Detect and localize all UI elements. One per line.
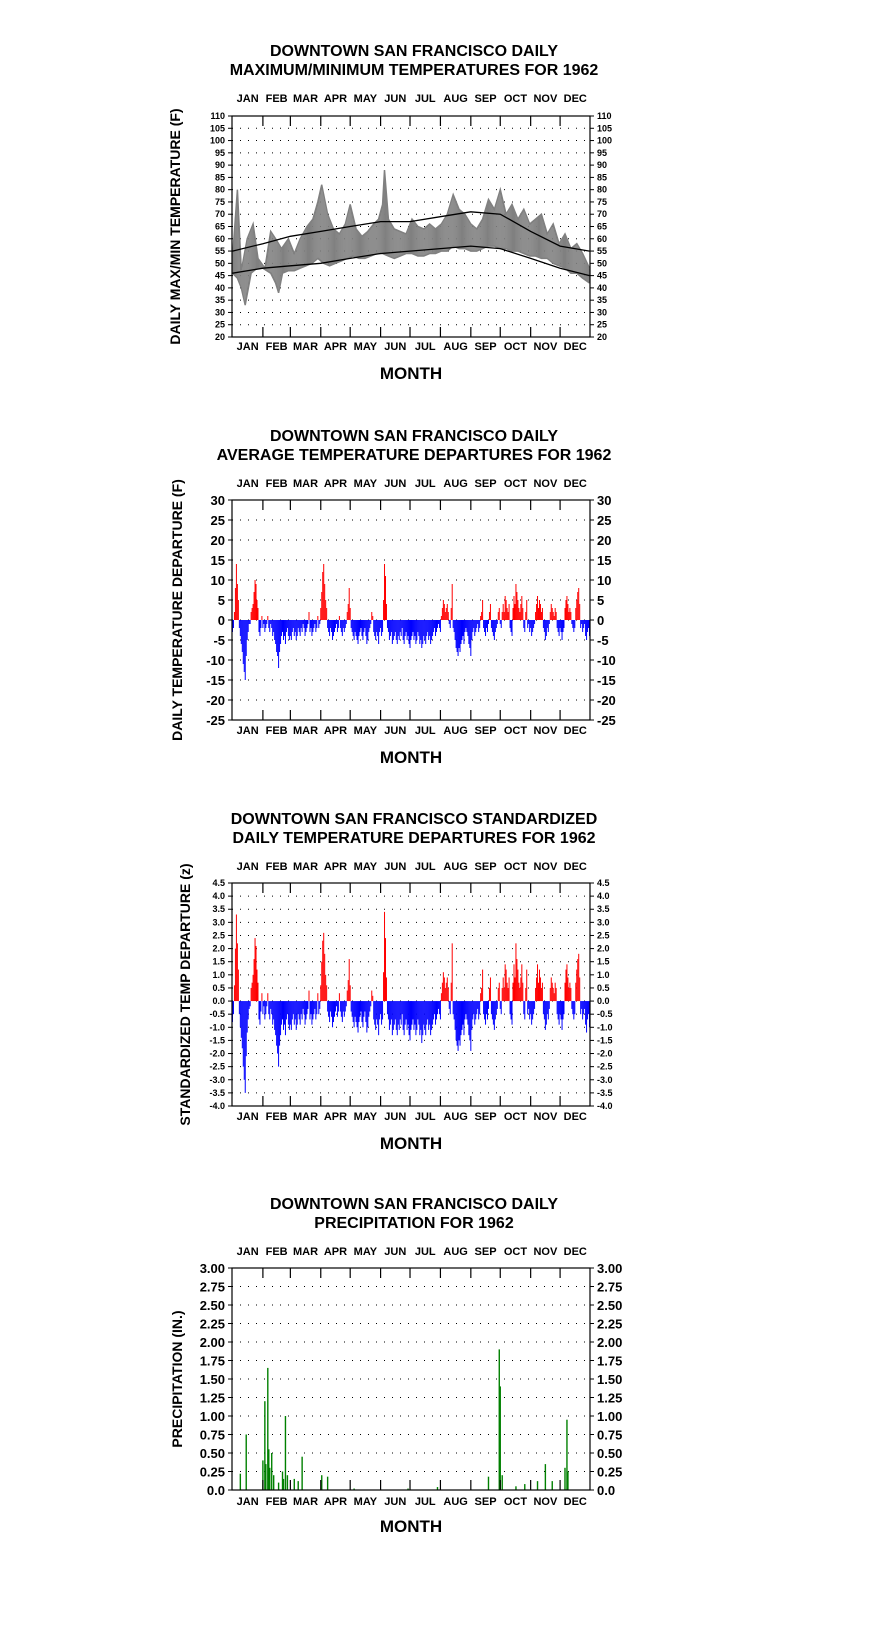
y-tick-label-right: 5 xyxy=(597,593,605,608)
y-tick-label-left: 5 xyxy=(217,593,225,608)
y-tick-label-right: 85 xyxy=(597,172,608,183)
y-tick-label-left: 0.5 xyxy=(212,982,225,993)
y-tick-label-right: 0 xyxy=(597,613,605,628)
month-label-top: FEB xyxy=(265,861,288,873)
y-tick-label-right: 1.75 xyxy=(597,1353,623,1369)
month-label-bottom: FEB xyxy=(265,1496,288,1508)
y-tick-label-left: 0.50 xyxy=(199,1446,225,1461)
month-label-bottom: JUN xyxy=(384,341,407,353)
y-tick-label-right: 1.0 xyxy=(597,969,610,980)
y-tick-label-right: -25 xyxy=(597,713,616,728)
y-tick-label-right: -5 xyxy=(597,633,609,648)
y-tick-label-left: -10 xyxy=(206,653,225,668)
y-tick-label-left: 20 xyxy=(210,533,225,548)
month-label-bottom: APR xyxy=(323,725,348,737)
y-tick-label-right: 20 xyxy=(597,332,608,342)
month-label-top: JUN xyxy=(384,93,407,105)
month-label-bottom: SEP xyxy=(474,341,497,353)
month-label-bottom: DEC xyxy=(563,341,587,353)
y-tick-label-right: 25 xyxy=(597,513,612,528)
month-label-bottom: DEC xyxy=(563,725,587,737)
month-label-top: JAN xyxy=(236,1246,259,1258)
y-tick-label-left: 3.00 xyxy=(199,1261,225,1276)
month-label-bottom: MAR xyxy=(293,1496,319,1508)
y-tick-label-right: 15 xyxy=(597,553,612,568)
y-tick-label-left: -1.5 xyxy=(209,1035,225,1046)
y-tick-label-right: 105 xyxy=(597,123,613,134)
y-tick-label-right: 0.0 xyxy=(597,996,610,1007)
month-label-bottom: MAY xyxy=(353,341,378,353)
month-label-top: JUN xyxy=(384,478,407,490)
y-tick-label-right: 70 xyxy=(597,209,608,220)
month-label-bottom: AUG xyxy=(443,1496,468,1508)
month-label-top: SEP xyxy=(474,93,497,105)
y-tick-label-right: 100 xyxy=(597,135,613,146)
month-label-top: FEB xyxy=(265,93,288,105)
month-label-bottom: APR xyxy=(323,1111,348,1123)
month-label-top: JUL xyxy=(414,861,436,873)
y-tick-label-right: 95 xyxy=(597,147,608,158)
month-label-top: JUN xyxy=(384,861,407,873)
y-tick-label-right: -10 xyxy=(597,653,616,668)
y-tick-label-right: 30 xyxy=(597,493,612,508)
y-tick-label-right: -15 xyxy=(597,673,616,688)
y-tick-label-right: 2.25 xyxy=(597,1316,623,1332)
month-label-bottom: JUN xyxy=(384,1111,407,1123)
month-label-bottom: SEP xyxy=(474,725,497,737)
y-tick-label-left: 70 xyxy=(214,209,225,220)
y-axis-label: PRECIPITATION (IN.) xyxy=(169,1310,185,1448)
y-tick-label-right: 4.0 xyxy=(597,891,610,902)
month-label-top: NOV xyxy=(533,478,558,490)
y-tick-label-right: 0.5 xyxy=(597,982,610,993)
x-axis-label: MONTH xyxy=(379,1134,443,1153)
chart-title-line: DOWNTOWN SAN FRANCISCO DAILY xyxy=(270,428,558,445)
y-tick-label-left: 2.00 xyxy=(199,1335,225,1350)
month-label-top: SEP xyxy=(474,478,497,490)
month-label-top: NOV xyxy=(533,861,558,873)
y-tick-label-right: 35 xyxy=(597,295,608,306)
month-label-bottom: NOV xyxy=(533,1111,558,1123)
y-tick-label-left: -1.0 xyxy=(209,1022,225,1033)
y-tick-label-right: 1.00 xyxy=(597,1409,623,1424)
y-tick-label-right: 50 xyxy=(597,258,608,269)
month-label-top: OCT xyxy=(503,478,528,490)
y-tick-label-left: 2.5 xyxy=(212,930,225,941)
month-label-bottom: FEB xyxy=(265,725,288,737)
y-tick-label-left: 60 xyxy=(214,233,225,244)
y-tick-label-left: 105 xyxy=(209,123,225,134)
month-label-top: JUL xyxy=(414,93,436,105)
y-tick-label-right: 2.75 xyxy=(597,1279,623,1295)
y-tick-label-right: 110 xyxy=(597,111,612,121)
y-tick-label-right: -0.5 xyxy=(597,1009,613,1020)
chart-title-line: MAXIMUM/MINIMUM TEMPERATURES FOR 1962 xyxy=(229,62,599,79)
y-tick-label-left: 0.0 xyxy=(206,1483,225,1498)
y-tick-label-right: 0.25 xyxy=(597,1464,623,1480)
month-label-top: FEB xyxy=(265,1246,288,1258)
y-tick-label-left: 0.75 xyxy=(199,1427,225,1443)
y-tick-label-left: 2.75 xyxy=(199,1279,225,1295)
y-tick-label-right: 40 xyxy=(597,282,608,293)
y-tick-label-right: 0.75 xyxy=(597,1427,623,1443)
y-tick-label-left: 35 xyxy=(214,295,225,306)
month-label-top: DEC xyxy=(563,1246,587,1258)
month-label-top: DEC xyxy=(563,93,587,105)
chart-title-line: DOWNTOWN SAN FRANCISCO STANDARDIZED xyxy=(230,811,598,828)
month-label-bottom: JUL xyxy=(414,725,436,737)
y-tick-label-left: 15 xyxy=(210,553,225,568)
month-label-bottom: JAN xyxy=(236,1111,259,1123)
y-tick-label-left: 30 xyxy=(214,307,225,318)
month-label-bottom: OCT xyxy=(503,1496,528,1508)
y-tick-label-left: 3.0 xyxy=(212,917,225,928)
y-tick-label-right: 90 xyxy=(597,160,608,171)
month-label-bottom: FEB xyxy=(265,1111,288,1123)
month-label-top: OCT xyxy=(503,1246,528,1258)
y-tick-label-left: 0 xyxy=(217,613,225,628)
y-tick-label-left: 30 xyxy=(210,493,225,508)
y-axis-label: DAILY TEMPERATURE DEPARTURE (F) xyxy=(169,479,185,741)
y-tick-label-right: 3.00 xyxy=(597,1261,623,1276)
chart-3 xyxy=(177,811,613,1153)
month-label-top: DEC xyxy=(563,861,587,873)
y-tick-label-right: 55 xyxy=(597,246,608,257)
month-label-bottom: JAN xyxy=(236,725,259,737)
y-tick-label-left: 1.25 xyxy=(199,1390,225,1406)
y-tick-label-left: 50 xyxy=(214,258,225,269)
y-tick-label-left: 75 xyxy=(214,196,225,207)
y-tick-label-left: -15 xyxy=(206,673,225,688)
y-tick-label-left: -4.0 xyxy=(209,1101,225,1111)
month-label-bottom: APR xyxy=(323,341,348,353)
chart-title-line: PRECIPITATION FOR 1962 xyxy=(314,1215,514,1232)
chart-title-line: DOWNTOWN SAN FRANCISCO DAILY xyxy=(270,43,558,60)
month-label-top: AUG xyxy=(443,1246,468,1258)
month-label-bottom: JAN xyxy=(236,1496,259,1508)
chart-4 xyxy=(169,1196,622,1536)
chart-title-line: DAILY TEMPERATURE DEPARTURES FOR 1962 xyxy=(232,830,596,847)
y-tick-label-right: -1.0 xyxy=(597,1022,613,1033)
y-tick-label-right: 2.0 xyxy=(597,943,610,954)
month-label-bottom: NOV xyxy=(533,725,558,737)
y-tick-label-left: 90 xyxy=(214,160,225,171)
month-label-bottom: JAN xyxy=(236,341,259,353)
chart-1 xyxy=(167,43,612,383)
y-tick-label-left: 25 xyxy=(214,319,225,330)
month-label-top: MAY xyxy=(353,1246,378,1258)
month-label-top: APR xyxy=(323,1246,348,1258)
y-tick-label-left: 0.0 xyxy=(212,996,225,1007)
month-label-bottom: SEP xyxy=(474,1111,497,1123)
y-tick-label-right: 0.0 xyxy=(597,1483,616,1498)
month-label-bottom: NOV xyxy=(533,1496,558,1508)
y-tick-label-left: 95 xyxy=(214,147,225,158)
y-tick-label-right: 45 xyxy=(597,270,608,281)
month-label-top: NOV xyxy=(533,93,558,105)
y-tick-label-right: 65 xyxy=(597,221,608,232)
y-tick-label-right: 0.50 xyxy=(597,1446,623,1461)
y-tick-label-left: 4.5 xyxy=(212,878,225,888)
y-tick-label-right: 75 xyxy=(597,196,608,207)
month-label-bottom: JUN xyxy=(384,725,407,737)
y-tick-label-left: 25 xyxy=(210,513,225,528)
chart-title-line: DOWNTOWN SAN FRANCISCO DAILY xyxy=(270,1196,558,1213)
month-label-bottom: MAY xyxy=(353,725,378,737)
y-tick-label-left: 1.0 xyxy=(212,969,225,980)
y-axis-label: STANDARDIZED TEMP DEPARTURE (z) xyxy=(177,863,193,1126)
y-tick-label-left: -5 xyxy=(213,633,225,648)
month-label-top: AUG xyxy=(443,861,468,873)
y-tick-label-right: 1.50 xyxy=(597,1372,623,1387)
y-tick-label-right: 2.00 xyxy=(597,1335,623,1350)
y-tick-label-left: 45 xyxy=(214,270,225,281)
y-tick-label-left: -20 xyxy=(206,693,225,708)
month-label-bottom: MAY xyxy=(353,1111,378,1123)
month-label-top: NOV xyxy=(533,1246,558,1258)
y-tick-label-left: 55 xyxy=(214,246,225,257)
month-label-bottom: MAY xyxy=(353,1496,378,1508)
month-label-top: FEB xyxy=(265,478,288,490)
y-tick-label-right: 80 xyxy=(597,184,608,195)
y-tick-label-left: -0.5 xyxy=(209,1009,225,1020)
month-label-top: JAN xyxy=(236,478,259,490)
y-tick-label-left: 2.0 xyxy=(212,943,225,954)
y-tick-label-left: 2.25 xyxy=(199,1316,225,1332)
month-label-top: OCT xyxy=(503,93,528,105)
y-tick-label-right: 2.5 xyxy=(597,930,610,941)
x-axis-label: MONTH xyxy=(379,364,443,383)
month-label-bottom: AUG xyxy=(443,1111,468,1123)
month-label-bottom: MAR xyxy=(293,341,319,353)
y-tick-label-right: -4.0 xyxy=(597,1101,613,1111)
y-tick-label-left: 4.0 xyxy=(212,891,225,902)
y-tick-label-right: 2.50 xyxy=(597,1298,623,1313)
month-label-top: DEC xyxy=(563,478,587,490)
x-axis-label: MONTH xyxy=(379,748,443,767)
month-label-top: AUG xyxy=(443,93,468,105)
y-tick-label-right: 4.5 xyxy=(597,878,610,888)
y-tick-label-right: 60 xyxy=(597,233,608,244)
y-tick-label-left: -2.5 xyxy=(209,1061,225,1072)
y-tick-label-right: -3.0 xyxy=(597,1074,613,1085)
y-tick-label-right: -3.5 xyxy=(597,1087,613,1098)
month-label-bottom: OCT xyxy=(503,341,528,353)
month-label-top: APR xyxy=(323,478,348,490)
month-label-top: APR xyxy=(323,93,348,105)
chart-2 xyxy=(169,428,616,767)
y-tick-label-right: -1.5 xyxy=(597,1035,613,1046)
y-tick-label-left: 65 xyxy=(214,221,225,232)
month-label-bottom: FEB xyxy=(265,341,288,353)
y-tick-label-right: 20 xyxy=(597,533,612,548)
month-label-bottom: AUG xyxy=(443,725,468,737)
month-label-top: JAN xyxy=(236,861,259,873)
month-label-bottom: MAR xyxy=(293,1111,319,1123)
y-tick-label-left: -3.5 xyxy=(209,1087,225,1098)
month-label-top: OCT xyxy=(503,861,528,873)
month-label-top: MAY xyxy=(353,478,378,490)
month-label-bottom: JUL xyxy=(414,1496,436,1508)
y-tick-label-right: 10 xyxy=(597,573,612,588)
y-tick-label-left: -25 xyxy=(206,713,225,728)
month-label-top: MAY xyxy=(353,93,378,105)
month-label-bottom: NOV xyxy=(533,341,558,353)
y-tick-label-right: -2.0 xyxy=(597,1048,613,1059)
y-tick-label-right: -20 xyxy=(597,693,616,708)
y-tick-label-right: 1.25 xyxy=(597,1390,623,1406)
month-label-top: JUL xyxy=(414,1246,436,1258)
month-label-bottom: MAR xyxy=(293,725,319,737)
y-tick-label-left: 100 xyxy=(209,135,225,146)
month-label-bottom: JUL xyxy=(414,341,436,353)
month-label-top: JUL xyxy=(414,478,436,490)
month-label-bottom: JUL xyxy=(414,1111,436,1123)
month-label-bottom: DEC xyxy=(563,1111,587,1123)
y-tick-label-right: 1.5 xyxy=(597,956,610,967)
y-tick-label-left: 3.5 xyxy=(212,904,225,915)
month-label-top: MAR xyxy=(293,861,319,873)
chart-title-line: AVERAGE TEMPERATURE DEPARTURES FOR 1962 xyxy=(216,447,612,464)
y-tick-label-left: 40 xyxy=(214,282,225,293)
month-label-top: MAY xyxy=(353,861,378,873)
month-label-top: JUN xyxy=(384,1246,407,1258)
y-tick-label-left: 80 xyxy=(214,184,225,195)
month-label-top: MAR xyxy=(293,1246,319,1258)
month-label-bottom: OCT xyxy=(503,1111,528,1123)
y-tick-label-right: 25 xyxy=(597,319,608,330)
y-tick-label-left: 2.50 xyxy=(199,1298,225,1313)
y-tick-label-left: 20 xyxy=(214,332,225,342)
month-label-top: MAR xyxy=(293,478,319,490)
y-tick-label-right: 3.5 xyxy=(597,904,610,915)
month-label-top: SEP xyxy=(474,1246,497,1258)
month-label-top: APR xyxy=(323,861,348,873)
y-tick-label-left: 85 xyxy=(214,172,225,183)
y-axis-label: DAILY MAX/MIN TEMPERATURE (F) xyxy=(167,108,183,345)
y-tick-label-left: 1.5 xyxy=(212,956,225,967)
y-tick-label-left: 10 xyxy=(210,573,225,588)
y-tick-label-left: -3.0 xyxy=(209,1074,225,1085)
y-tick-label-right: 3.0 xyxy=(597,917,610,928)
month-label-bottom: DEC xyxy=(563,1496,587,1508)
month-label-top: AUG xyxy=(443,478,468,490)
y-tick-label-right: -2.5 xyxy=(597,1061,613,1072)
month-label-top: SEP xyxy=(474,861,497,873)
month-label-top: JAN xyxy=(236,93,259,105)
month-label-bottom: JUN xyxy=(384,1496,407,1508)
x-axis-label: MONTH xyxy=(379,1517,443,1536)
y-tick-label-left: 1.00 xyxy=(199,1409,225,1424)
month-label-bottom: SEP xyxy=(474,1496,497,1508)
y-tick-label-left: 0.25 xyxy=(199,1464,225,1480)
month-label-top: MAR xyxy=(293,93,319,105)
y-tick-label-right: 30 xyxy=(597,307,608,318)
y-tick-label-left: 110 xyxy=(210,111,225,121)
month-label-bottom: APR xyxy=(323,1496,348,1508)
y-tick-label-left: -2.0 xyxy=(209,1048,225,1059)
month-label-bottom: OCT xyxy=(503,725,528,737)
y-tick-label-left: 1.75 xyxy=(199,1353,225,1369)
y-tick-label-left: 1.50 xyxy=(199,1372,225,1387)
month-label-bottom: AUG xyxy=(443,341,468,353)
